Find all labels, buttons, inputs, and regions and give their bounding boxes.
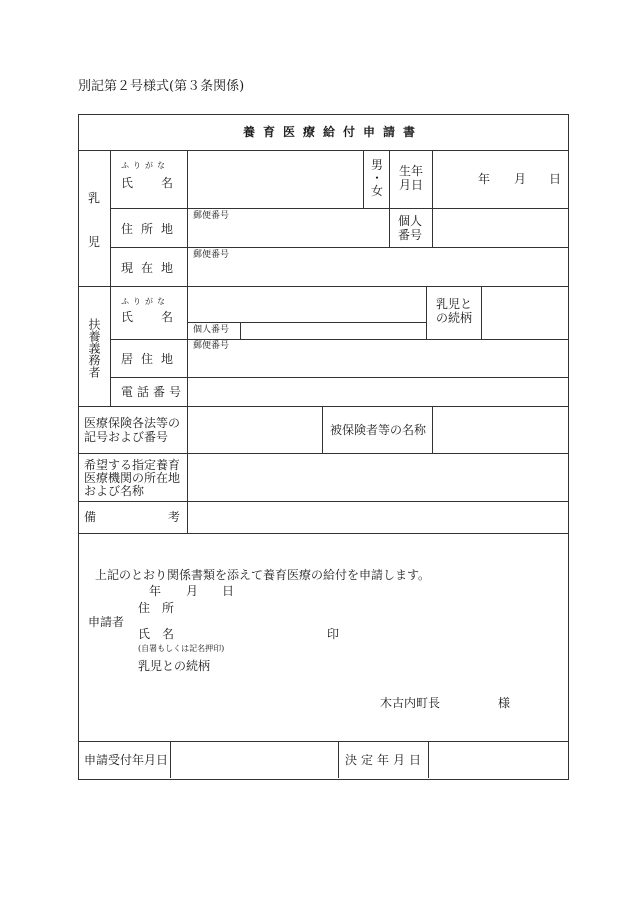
rule-remarks-bottom: [78, 533, 568, 534]
declaration-statement: 上記のとおり関係書類を添えて養育医療の給付を申請します。: [95, 568, 431, 582]
signature-note: (自署もしくは記名押印): [138, 644, 225, 653]
birth-year-label: 年: [478, 172, 491, 186]
applicant-name-label: 氏 名: [138, 627, 175, 641]
honorific-label: 様: [498, 696, 511, 710]
relation-to-infant-label: 乳児との続柄: [138, 659, 211, 673]
guardian-name-label: 氏 名: [121, 310, 182, 324]
gender-female-label: 女: [371, 184, 384, 198]
infant-furigana-label: ふりがな: [121, 161, 169, 170]
rule-section-column: [110, 150, 111, 406]
guardian-phone-label: 電話番号: [121, 385, 186, 399]
rule-label-column: [187, 150, 188, 533]
decision-date-label: 決定年月日: [345, 753, 426, 767]
birth-day-label: 日: [549, 172, 562, 186]
insured-name-label: 被保険者等の名称: [330, 423, 427, 437]
applicant-label: 申請者: [88, 615, 125, 629]
infant-current-postal-label: 郵便番号: [193, 250, 230, 260]
rule-gender-right: [389, 150, 390, 247]
form-frame: [78, 114, 569, 780]
infant-section-char-2: 児: [88, 235, 101, 249]
rule-declaration-bottom: [78, 741, 568, 742]
rule-title-bottom: [78, 150, 568, 151]
birth-label-line2: 月日: [399, 178, 424, 192]
institution-label-line2: 医療機関の所在地: [84, 471, 181, 485]
guardian-postal-label: 郵便番号: [193, 341, 230, 351]
rule-birth-right: [432, 150, 433, 247]
received-date-label: 申請受付年月日: [84, 753, 169, 767]
infant-name-label: 氏 名: [121, 176, 182, 190]
rule-relation-left: [426, 286, 427, 339]
declaration-year-label: 年: [149, 584, 162, 598]
rule-institution-bottom: [78, 501, 568, 502]
institution-label-line1: 希望する指定養育: [84, 458, 181, 472]
rule-gender-left: [363, 150, 364, 208]
birth-month-label: 月: [514, 172, 527, 186]
rule-decision-right: [428, 741, 429, 778]
remarks-label-left: 備: [84, 510, 97, 524]
guardian-relation-line2: の続柄: [436, 311, 473, 325]
gender-dot: ・: [371, 171, 384, 185]
seal-mark: 印: [327, 627, 340, 641]
declaration-day-label: 日: [222, 584, 235, 598]
infant-section-char-1: 乳: [88, 191, 101, 205]
rule-guardian-personal-divider: [240, 322, 241, 339]
insurance-label-line2: 記号および番号: [84, 430, 169, 444]
rule-insurance-bottom: [78, 453, 568, 454]
declaration-month-label: 月: [186, 584, 199, 598]
remarks-label-right: 考: [168, 510, 181, 524]
infant-personal-line2: 番号: [398, 228, 423, 242]
rule-guardian-name-split: [187, 322, 426, 323]
guardian-personal-label: 個人番号: [193, 325, 230, 335]
rule-relation-right: [481, 286, 482, 339]
mayor-label: 木古内町長: [380, 696, 441, 710]
infant-personal-line1: 個人: [398, 214, 423, 228]
rule-infant-address-bottom: [110, 247, 568, 248]
guardian-residence-label: 居住地: [121, 352, 182, 366]
rule-guardian-section-bottom: [78, 406, 568, 407]
infant-current-label: 現在地: [121, 261, 182, 275]
rule-infant-section-bottom: [78, 286, 568, 287]
rule-decision-left: [338, 741, 339, 778]
guardian-relation-line1: 乳児と: [436, 297, 473, 311]
insurance-label-line1: 医療保険各法等の: [84, 416, 181, 430]
rule-insurance-middle: [322, 406, 323, 453]
institution-label-line3: および名称: [84, 484, 145, 498]
rule-infant-name-bottom: [110, 208, 568, 209]
form-number-label: 別記第２号様式(第３条関係): [78, 79, 245, 94]
guardian-furigana-label: ふりがな: [121, 297, 169, 306]
form-title: 養育医療給付申請書: [243, 125, 424, 139]
gender-male-label: 男: [371, 158, 384, 172]
rule-received-divider: [170, 741, 171, 778]
birth-label-line1: 生年: [399, 164, 424, 178]
infant-postal-label: 郵便番号: [193, 211, 230, 221]
rule-insurance-right: [432, 406, 433, 453]
rule-guardian-residence-bottom: [110, 377, 568, 378]
applicant-address-label: 住 所: [138, 601, 175, 615]
rule-guardian-name-bottom: [110, 339, 568, 340]
infant-address-label: 住所地: [121, 222, 182, 236]
guardian-section-label: 扶養義務者: [87, 318, 101, 378]
